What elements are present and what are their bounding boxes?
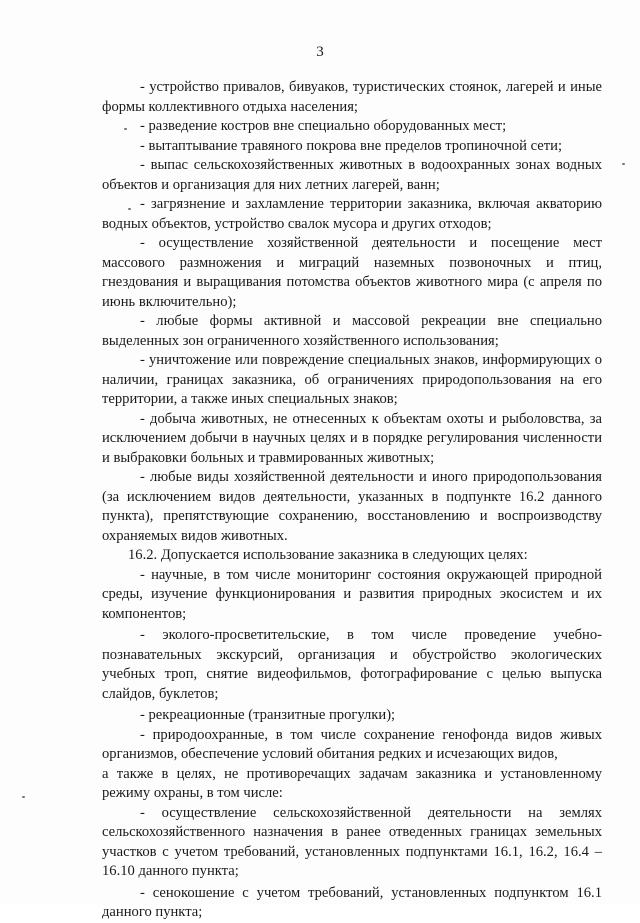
scan-speck [128,208,131,210]
paragraph-conservation: - природоохранные, в том числе сохранение генофонда видов живых организмов, обеспечение условий обитания редких и исчезающих видов, [102,726,602,762]
paragraph-educational: - эколого-просветительские, в том числе проведение учебно-познавательных экскурсий, организация и обустройство экологических учебных троп, снятие видеофильмов, фотографирование с целью выпуска слайдов, буклетов; [102,627,602,702]
section-heading-16-2: 16.2. Допускается использование заказника в следующих целях: [128,547,528,563]
scan-speck [124,128,127,130]
page-number: 3 [316,44,324,60]
paragraph-agriculture: - осуществление сельскохозяйственной деятельности на землях сельскохозяйственного назначения в ранее отведенных границах земельных участков с учетом требований, установленных подпунктами 16.1, 16.2, 16.4 – 16.10 данного пункта; [102,804,602,879]
paragraph-pollution: - загрязнение и захламление территории заказника, включая акваторию водных объектов, устройство свалок мусора и других отходов; [102,196,602,232]
paragraph-grazing: - выпас сельскохозяйственных животных в водоохранных зонах водных объектов и организация для них летних лагерей, ванн; [102,157,602,193]
paragraph-other-purposes: а также в целях, не противоречащих задачам заказника и установленному режиму охраны, в том числе: [102,765,602,801]
paragraph-trampling: - вытаптывание травяного покрова вне пределов тропиночной сети; [140,137,563,154]
paragraph-recreation-ban: - любые формы активной и массовой рекреации вне специально выделенных зон ограниченного хозяйственного использования; [102,313,602,349]
document-body [102,78,602,923]
paragraph-animal-hunting: - добыча животных, не отнесенных к объектам охоты и рыболовства, за исключением добычи в научных целях и в порядке регулирования численности и выбраковки больных и травмированных животных; [102,410,602,466]
paragraph-recreational: - рекреационные (транзитные прогулки); [140,707,396,723]
paragraph-scientific: - научные, в том числе мониторинг состояния окружающей природной среды, изучение функционирования и развития природных экосистем и их компонентов; [102,566,602,622]
paragraph-signs: - уничтожение или повреждение специальных знаков, информирующих о наличии, границах заказника, об ограничениях природопользования на его территории, а также иных специальных знаков; [102,352,602,407]
paragraph-breeding-sites: - осуществление хозяйственной деятельности и посещение мест массового размножения и миграций наземных позвоночных и птиц, гнездования и выращивания потомства объектов животного мира (с апреля по июнь включительно); [102,235,602,310]
paragraph-rest-camps: - устройство привалов, бивуаков, туристических стоянок, лагерей и иные формы коллективного отдыха населения; [102,79,602,115]
paragraph-haymaking: - сенокошение с учетом требований, установленных подпунктом 16.1 данного пункта; [102,884,602,920]
scan-speck [22,796,25,798]
paragraph-campfires: - разведение костров вне специально оборудованных мест; [140,118,507,134]
paragraph-economic-activity: - любые виды хозяйственной деятельности и иного природопользования (за исключением видов деятельности, указанных в подпункте 16.2 данного пункта), препятствующие сохранению, восстановлению и воспроизводству охраняемых видов животных. [102,469,602,544]
scan-speck [622,163,625,165]
